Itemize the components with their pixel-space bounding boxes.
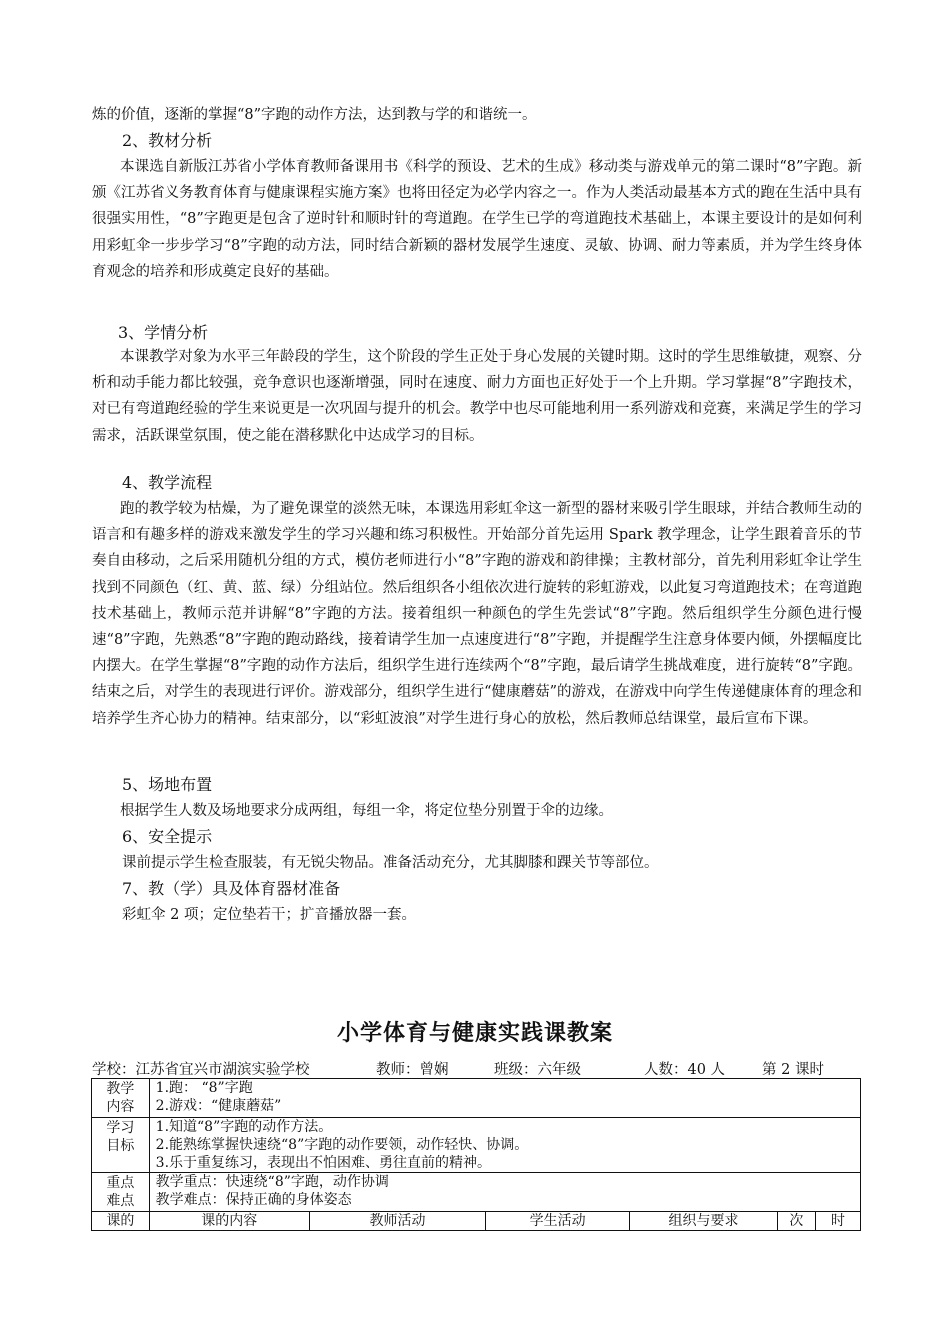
row-label-goals: 学习 目标	[92, 1118, 150, 1173]
section-body-equipment: 彩虹伞 2 项；定位垫若干；扩音播放器一套。	[122, 907, 416, 923]
column-header: 课的内容	[149, 1212, 309, 1231]
content-line: 1.跑： “8”字跑	[155, 1080, 253, 1096]
page-title: 小学体育与健康实践课教案	[336, 1021, 613, 1046]
section-body-flow: 跑的教学较为枯燥，为了避免课堂的淡然无味，本课选用彩虹伞这一新型的器材来吸引学生眼球，并结合教师生动的语言和有趣多样的游戏来激发学生的学习兴趣和练习积极性。开始部分首先运用 Spark 教学理念，让学生跟着音乐的节奏自由移动，之后采用随机分组的方式，模仿老师进行小“8”字跑的游戏和韵律操；主教材部分，首先利用彩虹伞让学生找到不同颜色（红、黄、蓝、绿）分组站位。然后组织各小组依次进行旋转的彩虹游戏，以此复习弯道跑技术；在弯道跑技术基础上，教师示范并讲解“8”字跑的方法。接着组织一种颜色的学生先尝试“8”字跑。然后组织学生分颜色进行慢速“8”字跑，先熟悉“8”字跑的跑动路线，接着请学生加一点速度进行“8”字跑，并提醒学生注意身体要内倾，外摆幅度比内摆大。在学生掌握“8”字跑的动作方法后，组织学生进行连续两个“8”字跑，最后请学生挑战难度，进行旋转“8”字跑。结束之后，对学生的表现进行评价。游戏部分，组织学生进行“健康蘑菇”的游戏，在游戏中向学生传递健康体育的理念和培养学生齐心协力的精神。结束部分，以“彩虹波浪”对学生进行身心的放松，然后教师总结课堂，最后宣布下课。	[92, 501, 862, 727]
content-line: 2.游戏：“健康蘑菇”	[155, 1098, 282, 1114]
section-heading-equipment: 7、教（学）具及体育器材准备	[122, 879, 341, 898]
goal-line: 2.能熟练掌握快速绕“8”字跑的动作要领，动作轻快、协调。	[155, 1137, 529, 1153]
key-line: 教学难点：保持正确的身体姿态	[155, 1192, 352, 1208]
section-body-textbook: 本课选自新版江苏省小学体育教师备课用书《科学的预设、艺术的生成》移动类与游戏单元的第二课时“8”字跑。新颁《江苏省义务教育体育与健康课程实施方案》也将田径定为必学内容之一。作为人类活动最基本方式的跑在生活中具有很强实用性，“8”字跑更是包含了逆时针和顺时针的弯道跑。在学生已学的弯道跑技术基础上，本课主要设计的是如何利用彩虹伞一步步学习“8”字跑的动方法，同时结合新颖的器材发展学生速度、灵敏、协调、耐力等素质，并为学生终身体育观念的培养和形成奠定良好的基础。	[92, 159, 862, 280]
table-column-headers	[92, 1212, 861, 1231]
goal-line: 1.知道“8”字跑的动作方法。	[155, 1119, 333, 1135]
column-header: 组织与要求	[630, 1212, 777, 1231]
section-heading-flow: 4、教学流程	[122, 473, 213, 492]
column-header: 时	[816, 1212, 861, 1231]
goal-line: 3.乐于重复练习，表现出不怕困难、勇往直前的精神。	[155, 1155, 492, 1171]
row-cell-keys	[149, 1173, 860, 1212]
lesson-number-info: 第 2 课时	[762, 1062, 824, 1078]
count-info: 人数：40 人	[644, 1062, 726, 1078]
class-info: 班级：六年级	[494, 1062, 581, 1078]
lesson-plan-table	[91, 1078, 861, 1231]
row-cell-goals	[149, 1118, 860, 1173]
table-row-keys	[92, 1173, 861, 1212]
column-header: 教师活动	[309, 1212, 485, 1231]
row-cell-content	[149, 1079, 860, 1118]
table-row-goals	[92, 1118, 861, 1173]
section-body-students: 本课教学对象为水平三年龄段的学生，这个阶段的学生正处于身心发展的关键时期。这时的学生思维敏捷，观察、分析和动手能力都比较强，竞争意识也逐渐增强，同时在速度、耐力方面也正好处于一个上升期。学习掌握“8”字跑技术，对已有弯道跑经验的学生来说更是一次巩固与提升的机会。教学中也尽可能地利用一系列游戏和竞赛，来满足学生的学习需求，活跃课堂氛围，使之能在潜移默化中达成学习的目标。	[92, 349, 862, 444]
row-label-content: 教学 内容	[92, 1079, 150, 1118]
section-heading-students: 3、学情分析	[118, 323, 209, 342]
teacher-info: 教师：曾娴	[376, 1062, 449, 1078]
column-header: 次	[777, 1212, 815, 1231]
row-label-keys: 重点 难点	[92, 1173, 150, 1212]
column-header: 学生活动	[486, 1212, 630, 1231]
section-heading-textbook: 2、教材分析	[122, 131, 213, 150]
table-row-content	[92, 1079, 861, 1118]
section-body-safety: 课前提示学生检查服装，有无锐尖物品。准备活动充分，尤其脚膝和踝关节等部位。	[122, 855, 659, 871]
column-header: 课的	[92, 1212, 150, 1231]
section-body-venue: 根据学生人数及场地要求分成两组，每组一伞，将定位垫分别置于伞的边缘。	[120, 803, 613, 819]
school-info: 学校：江苏省宜兴市湖滨实验学校	[92, 1062, 310, 1078]
key-line: 教学重点：快速绕“8”字跑，动作协调	[155, 1174, 389, 1190]
lesson-info-row	[92, 1058, 872, 1078]
section-heading-venue: 5、场地布置	[122, 775, 213, 794]
section-heading-safety: 6、安全提示	[122, 827, 213, 846]
intro-tail: 炼的价值，逐渐的掌握“8”字跑的动作方法，达到教与学的和谐统一。	[92, 107, 537, 123]
